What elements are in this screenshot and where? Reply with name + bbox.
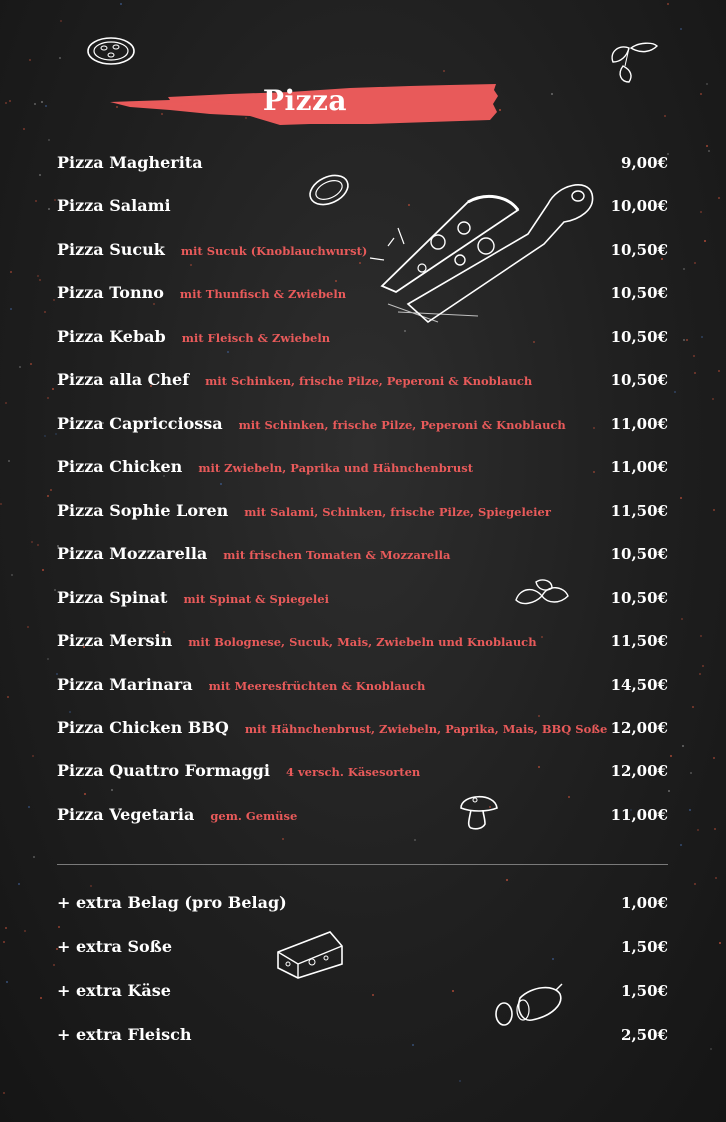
- divider: [57, 864, 668, 865]
- speck: [5, 402, 7, 404]
- speck: [33, 856, 35, 858]
- item-price: 12,00€: [610, 719, 668, 737]
- speck: [24, 930, 26, 932]
- speck: [718, 197, 720, 199]
- extra-name: + extra Käse: [57, 981, 171, 1000]
- speck: [713, 757, 715, 759]
- speck: [52, 388, 54, 390]
- item-price: 11,00€: [610, 415, 668, 433]
- extra-item: [57, 937, 668, 965]
- item-name: Pizza Quattro Formaggi: [57, 761, 270, 780]
- speck: [700, 211, 702, 213]
- speck: [69, 711, 71, 713]
- speck: [34, 103, 36, 105]
- item-price: 10,50€: [610, 241, 668, 259]
- speck: [667, 3, 669, 5]
- speck: [44, 311, 46, 313]
- item-price: 10,50€: [610, 328, 668, 346]
- speck: [459, 1080, 461, 1082]
- speck: [700, 635, 702, 637]
- item-description: mit Spinat & Spiegelei: [183, 592, 329, 606]
- extra-price: 2,50€: [621, 1026, 668, 1044]
- menu-item: [57, 805, 668, 833]
- speck: [45, 105, 47, 107]
- menu-item: [57, 414, 668, 442]
- speck: [693, 355, 695, 357]
- speck: [35, 200, 37, 202]
- speck: [674, 391, 676, 393]
- speck: [60, 20, 62, 22]
- menu-item: [57, 457, 668, 485]
- item-description: mit Zwiebeln, Paprika und Hähnchenbrust: [198, 461, 474, 475]
- speck: [680, 497, 682, 499]
- menu-item: [57, 675, 668, 703]
- item-price: 10,50€: [610, 284, 668, 302]
- menu-item: [57, 761, 668, 789]
- item-name: Pizza Capricciossa: [57, 414, 223, 433]
- menu-item: [57, 501, 668, 529]
- extra-price: 1,00€: [621, 894, 668, 912]
- speck: [718, 370, 720, 372]
- speck: [699, 673, 701, 675]
- extra-price: 1,50€: [621, 938, 668, 956]
- speck: [702, 665, 704, 667]
- speck: [719, 942, 721, 944]
- speck: [680, 28, 682, 30]
- speck: [44, 435, 46, 437]
- item-description: mit Thunfisch & Zwiebeln: [179, 287, 347, 301]
- item-price: 11,00€: [610, 458, 668, 476]
- speck: [42, 569, 44, 571]
- item-name: Pizza Mozzarella: [57, 544, 208, 563]
- speck: [714, 828, 716, 830]
- speck: [28, 806, 30, 808]
- speck: [443, 70, 445, 72]
- speck: [47, 495, 49, 497]
- speck: [30, 363, 32, 365]
- item-price: 11,00€: [610, 806, 668, 824]
- item-description: mit Fleisch & Zwiebeln: [181, 331, 331, 345]
- item-name: Pizza Vegetaria: [57, 805, 195, 824]
- speck: [120, 3, 122, 5]
- speck: [700, 93, 702, 95]
- menu-item: [57, 370, 668, 398]
- speck: [37, 275, 39, 277]
- speck: [683, 268, 685, 270]
- speck: [11, 574, 13, 576]
- extra-item: [57, 893, 668, 921]
- speck: [10, 308, 12, 310]
- speck: [27, 626, 29, 628]
- speck: [568, 796, 570, 798]
- speck: [681, 618, 683, 620]
- speck: [48, 208, 50, 210]
- speck: [39, 174, 41, 176]
- speck: [59, 57, 61, 59]
- item-description: mit Meeresfrüchten & Knoblauch: [208, 679, 426, 693]
- speck: [692, 706, 694, 708]
- speck: [40, 997, 42, 999]
- item-description: gem. Gemüse: [210, 809, 298, 823]
- speck: [5, 927, 7, 929]
- speck: [9, 100, 11, 102]
- sausage-icon: [492, 980, 566, 1028]
- extra-item: [57, 1025, 668, 1053]
- menu-item: [57, 631, 668, 659]
- item-name: Pizza Marinara: [57, 675, 193, 694]
- speck: [31, 541, 33, 543]
- item-description: mit Hähnchenbrust, Zwiebeln, Paprika, Mais, BBQ Soße: [244, 722, 608, 736]
- item-name: Pizza Chicken BBQ: [57, 718, 229, 737]
- speck: [706, 83, 708, 85]
- basil-leaf-icon: [512, 576, 572, 616]
- speck: [5, 102, 7, 104]
- extra-name: + extra Belag (pro Belag): [57, 893, 287, 912]
- item-price: 14,50€: [610, 676, 668, 694]
- item-description: mit Schinken, frische Pilze, Peperoni & Knoblauch: [238, 418, 566, 432]
- speck: [32, 755, 34, 757]
- menu-item: [57, 544, 668, 572]
- speck: [50, 489, 52, 491]
- speck: [47, 397, 49, 399]
- speck: [506, 879, 508, 881]
- item-price: 11,50€: [610, 632, 668, 650]
- title-banner: [110, 80, 500, 130]
- speck: [715, 877, 717, 879]
- item-name: Pizza Sophie Loren: [57, 501, 229, 520]
- speck: [668, 790, 670, 792]
- item-price: 10,50€: [610, 371, 668, 389]
- speck: [8, 460, 10, 462]
- basil-leaf-icon: [607, 40, 659, 84]
- speck: [39, 279, 41, 281]
- speck: [683, 339, 685, 341]
- speck: [686, 339, 688, 341]
- speck: [710, 1048, 712, 1050]
- speck: [694, 372, 696, 374]
- item-name: Pizza Spinat: [57, 588, 168, 607]
- mushroom-icon: [455, 788, 501, 832]
- speck: [682, 745, 684, 747]
- speck: [84, 793, 86, 795]
- menu-item: [57, 327, 668, 355]
- speck: [53, 299, 55, 301]
- speck: [704, 240, 706, 242]
- extra-name: + extra Fleisch: [57, 1025, 192, 1044]
- cheese-icon: [274, 928, 346, 980]
- item-name: Pizza Kebab: [57, 327, 166, 346]
- speck: [335, 280, 337, 282]
- item-description: mit Schinken, frische Pilze, Peperoni & Knoblauch: [205, 374, 533, 388]
- item-price: 10,00€: [610, 197, 668, 215]
- page-title: Pizza: [262, 84, 348, 117]
- speck: [58, 926, 60, 928]
- speck: [694, 262, 696, 264]
- speck: [19, 366, 21, 368]
- speck: [414, 839, 416, 841]
- speck: [6, 981, 8, 983]
- menu-item: [57, 588, 668, 616]
- speck: [54, 589, 56, 591]
- speck: [712, 398, 714, 400]
- speck: [708, 150, 710, 152]
- item-name: Pizza Chicken: [57, 457, 183, 476]
- speck: [713, 509, 715, 511]
- item-description: 4 versch. Käsesorten: [285, 765, 421, 779]
- speck: [689, 809, 691, 811]
- speck: [7, 696, 9, 698]
- item-name: Pizza Mersin: [57, 631, 173, 650]
- speck: [670, 755, 672, 757]
- speck: [90, 885, 92, 887]
- speck: [47, 658, 49, 660]
- item-description: mit Bolognese, Sucuk, Mais, Zwiebeln und Knoblauch: [188, 635, 537, 649]
- tomato-slice-icon: [86, 34, 136, 68]
- extra-item: [57, 981, 668, 1009]
- speck: [29, 59, 31, 61]
- speck: [706, 145, 708, 147]
- speck: [23, 128, 25, 130]
- item-name: Pizza Magherita: [57, 153, 203, 172]
- speck: [111, 789, 113, 791]
- item-price: 10,50€: [610, 545, 668, 563]
- speck: [54, 199, 56, 201]
- item-price: 11,50€: [610, 502, 668, 520]
- speck: [690, 772, 692, 774]
- speck: [694, 883, 696, 885]
- item-name: Pizza Salami: [57, 196, 171, 215]
- speck: [538, 715, 540, 717]
- speck: [551, 93, 553, 95]
- speck: [53, 964, 55, 966]
- item-description: mit Salami, Schinken, frische Pilze, Spiegeleier: [244, 505, 551, 519]
- speck: [697, 829, 699, 831]
- speck: [37, 544, 39, 546]
- speck: [3, 941, 5, 943]
- item-description: mit frischen Tomaten & Mozzarella: [223, 548, 451, 562]
- speck: [48, 139, 50, 141]
- speck: [3, 1092, 5, 1094]
- speck: [282, 838, 284, 840]
- pizza-peel-icon: [368, 174, 596, 328]
- item-name: Pizza alla Chef: [57, 370, 190, 389]
- speck: [18, 883, 20, 885]
- onion-ring-icon: [306, 170, 352, 210]
- speck: [0, 503, 2, 505]
- speck: [680, 844, 682, 846]
- item-description: mit Sucuk (Knoblauchwurst): [180, 244, 368, 258]
- speck: [664, 115, 666, 117]
- menu-item: [57, 718, 668, 746]
- item-name: Pizza Sucuk: [57, 240, 165, 259]
- item-price: 10,50€: [610, 589, 668, 607]
- speck: [41, 101, 43, 103]
- item-price: 9,00€: [621, 154, 668, 172]
- item-name: Pizza Tonno: [57, 283, 164, 302]
- extra-price: 1,50€: [621, 982, 668, 1000]
- speck: [701, 336, 703, 338]
- speck: [10, 271, 12, 273]
- extra-name: + extra Soße: [57, 937, 173, 956]
- item-price: 12,00€: [610, 762, 668, 780]
